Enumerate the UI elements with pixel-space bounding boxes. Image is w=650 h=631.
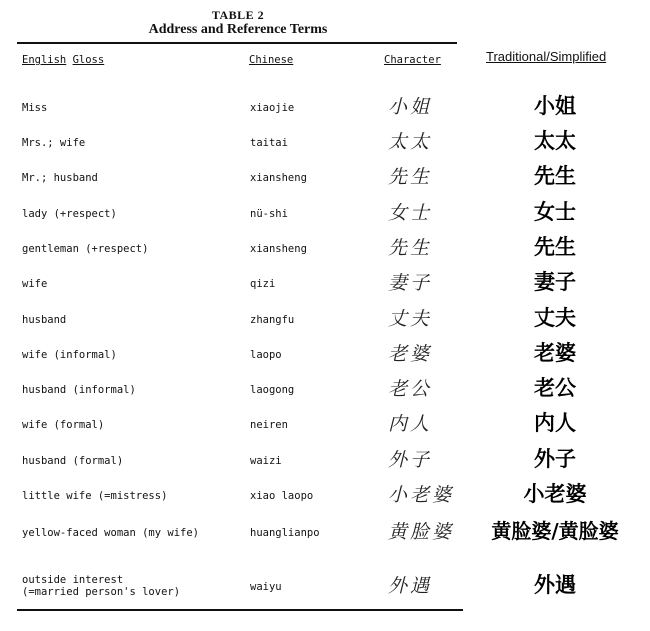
traditional-simplified-cell: 丈夫 — [534, 306, 576, 330]
handwritten-character-cell: 先生 — [388, 237, 433, 259]
handwritten-character-cell: 老婆 — [388, 343, 433, 365]
handwritten-character-cell: 妻子 — [388, 272, 433, 294]
table-row — [0, 269, 650, 299]
english-gloss-cell: wife (formal) — [22, 419, 105, 431]
handwritten-character-cell: 先生 — [388, 166, 433, 188]
header-english-gloss — [22, 54, 104, 66]
header-english-word: English — [22, 54, 67, 66]
chinese-pinyin-cell: waizi — [250, 455, 282, 467]
traditional-simplified-cell: 内人 — [534, 411, 576, 435]
table-row — [0, 481, 650, 511]
english-gloss-cell: Miss — [22, 102, 48, 114]
english-gloss-cell: wife (informal) — [22, 349, 117, 361]
header-traditional-simplified: Traditional/Simplified — [486, 49, 607, 64]
handwritten-character-cell: 外遇 — [388, 575, 433, 597]
traditional-simplified-cell: 妻子 — [534, 270, 576, 294]
chinese-pinyin-cell: xiansheng — [250, 172, 307, 184]
traditional-simplified-cell: 先生 — [534, 164, 576, 188]
english-gloss-cell: husband (formal) — [22, 455, 124, 467]
table-row — [0, 128, 650, 158]
table-row — [0, 410, 650, 440]
bottom-rule — [17, 609, 463, 611]
handwritten-character-cell: 太太 — [388, 131, 433, 153]
chinese-pinyin-cell: laogong — [250, 384, 295, 396]
table-row — [0, 163, 650, 193]
top-rule — [17, 42, 457, 44]
handwritten-character-cell: 内人 — [388, 413, 433, 435]
handwritten-character-cell: 女士 — [388, 202, 433, 224]
table-row — [0, 305, 650, 335]
table-row — [0, 568, 650, 598]
english-gloss-cell: husband — [22, 314, 67, 326]
table-title: Address and Reference Terms — [148, 22, 328, 37]
traditional-simplified-cell: 外子 — [534, 447, 576, 471]
traditional-simplified-cell: 先生 — [534, 235, 576, 259]
chinese-pinyin-cell: xiaojie — [250, 102, 295, 114]
chinese-pinyin-cell: xiansheng — [250, 243, 307, 255]
chinese-pinyin-cell: waiyu — [250, 581, 282, 593]
traditional-simplified-cell: 外遇 — [534, 573, 576, 597]
chinese-pinyin-cell: xiao laopo — [250, 490, 314, 502]
traditional-simplified-cell: 黄脸婆/黄脸婆 — [491, 519, 619, 543]
table-row — [0, 446, 650, 476]
english-gloss-cell: Mrs.; wife — [22, 137, 86, 149]
handwritten-character-cell: 小老婆 — [388, 484, 455, 506]
chinese-pinyin-cell: neiren — [250, 419, 288, 431]
traditional-simplified-cell: 小姐 — [534, 94, 576, 118]
header-chinese: Chinese — [249, 54, 294, 66]
handwritten-character-cell: 外子 — [388, 449, 433, 471]
handwritten-character-cell: 黄脸婆 — [388, 521, 455, 543]
traditional-simplified-cell: 太太 — [534, 129, 576, 153]
english-gloss-cell: Mr.; husband — [22, 172, 98, 184]
table-row — [0, 199, 650, 229]
chinese-pinyin-cell: laopo — [250, 349, 282, 361]
table-row — [0, 518, 650, 548]
english-gloss-cell: husband (informal) — [22, 384, 136, 396]
english-gloss-cell: gentleman (+respect) — [22, 243, 149, 255]
header-gloss-word: Gloss — [72, 54, 105, 66]
english-gloss-cell: little wife (=mistress) — [22, 490, 168, 502]
traditional-simplified-cell: 女士 — [534, 200, 576, 224]
traditional-simplified-cell: 老公 — [534, 376, 576, 400]
table-row — [0, 340, 650, 370]
chinese-pinyin-cell: nü-shi — [250, 208, 288, 220]
table-label: TABLE 2 — [211, 8, 265, 22]
traditional-simplified-cell: 老婆 — [534, 341, 576, 365]
table-row — [0, 375, 650, 405]
handwritten-character-cell: 丈夫 — [388, 308, 433, 330]
handwritten-character-cell: 小姐 — [388, 96, 433, 118]
traditional-simplified-cell: 小老婆 — [523, 482, 587, 506]
chinese-pinyin-cell: zhangfu — [250, 314, 295, 326]
table-row — [0, 93, 650, 123]
chinese-pinyin-cell: qizi — [250, 278, 276, 290]
english-gloss-cell: wife — [22, 278, 48, 290]
chinese-pinyin-cell: huanglianpo — [250, 527, 320, 539]
header-character: Character — [384, 54, 441, 66]
chinese-pinyin-cell: taitai — [250, 137, 288, 149]
english-gloss-cell: yellow-faced woman (my wife) — [22, 527, 200, 539]
handwritten-character-cell: 老公 — [388, 378, 433, 400]
english-gloss-cell: outside interest (=married person's lover) — [22, 574, 181, 598]
english-gloss-cell: lady (+respect) — [22, 208, 117, 220]
table-row — [0, 234, 650, 264]
